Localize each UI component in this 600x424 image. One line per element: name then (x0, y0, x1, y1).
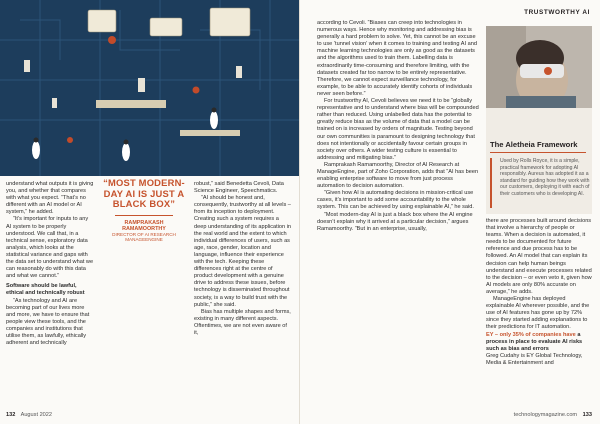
left-column-1 (6, 181, 94, 347)
left-column-3 (194, 181, 292, 337)
paragraph: “AI should be honest and, consequently, trustworthy at all levels – from its inception to deployment. Creating such a system requires a deep understanding of its application in the real world and the extent to which individual differences of users, such as age, race, gender, location and language, influence their experience with the tech. Keeping these differences right at the centre of product development with a genuine drive to address these issues, before technology is disseminated throughout society, is a way to build trust with the public,” she said. (194, 195, 292, 308)
stat-heading (486, 332, 592, 353)
paragraph: Greg Cudahy is EY Global Technology, Media & Entertainment and (486, 352, 583, 366)
right-page (300, 0, 600, 424)
person-vr-photo (486, 26, 592, 108)
paragraph: understand what outputs it is giving you, and whether that compares with what you expect. “That’s no different with an AI model or AI system,” he added. (6, 181, 94, 216)
page-number: 132 (6, 412, 16, 418)
accent-bar (490, 158, 492, 208)
right-column-1 (317, 20, 479, 233)
issue-date: August 2022 (20, 412, 53, 418)
lab-scene-illustration (0, 0, 299, 176)
stat-rest: a process in place to evaluate AI risks such as bias and errors (486, 331, 583, 352)
page-number: 133 (582, 412, 592, 418)
paragraph: robust,” said Benedetta Cevoli, Data Science Engineer, Speechmatics. (194, 181, 284, 195)
site-url: technologymagazine.com (513, 412, 578, 418)
divider (490, 152, 586, 153)
sidebar-photo (486, 26, 592, 108)
paragraph: “Given how AI is automating decisions in mission-critical use cases, it’s important to add some accountability to the whole system. This can be achieved by using explainable AI,” he said. (317, 190, 474, 211)
paragraph: “Most modern-day AI is just a black box where the AI engine doesn’t explain why it arrived at a particular decision,” argues Ramamoorthy. “But in an enterprise, usually, (317, 211, 473, 232)
left-footer (6, 412, 52, 418)
right-footer (514, 412, 592, 418)
sidebar-title: The Aletheia Framework (490, 140, 578, 149)
paragraph: Bias has multiple shapes and forms, existing in many different aspects. Oftentimes, we are not even aware of it, (194, 308, 291, 336)
paragraph: For trustworthy AI, Cevoli believes we need it to be “globally representative and to understand where bias will be compounded rather than reduced. Using unlabelled data has the potential to greatly reduce bias as the volume of data that a model can be trained on is increased by orders of magnitude. Testing beyond our own communities is paramount to designing technology that does not intentionally or accidentally favour certain groups in society over others. A wider testing culture is essential to addressing and mitigating bias.” (317, 98, 479, 161)
subheading: Software should be lawful, ethical and technically robust (6, 283, 85, 297)
paragraph: ManageEngine has deployed explainable AI wherever possible, and the use of AI features has gone up by 72% since they started adding explanations to their predictions for IT automation. (486, 296, 590, 331)
stat-highlight: EY – only 35% of companies have (486, 331, 576, 338)
paragraph: Ramprakash Ramamoorthy, Director of AI Research at ManageEngine, part of Zoho Corporation, adds that “AI has been enabling enterprise software to move from just process automation to decision automation. (317, 161, 479, 190)
pull-quote-name: RAMPRAKASH RAMAMOORTHY (122, 219, 166, 232)
sidebar-text: Used by Rolls Royce, it is a simple, practical framework for adopting AI responsibly. Aureus has adopted it as a standard for guiding how they work with our customers, deploying it with each of their customers who is developing AI. (500, 158, 590, 197)
paragraph: according to Cevoli. “Biases can creep into technologies in numerous ways. Hence why monitoring and addressing bias is generally a hard problem to solve. Yet, this cannot be an excuse to use ‘tunnel vision’ when it comes to training and testing AI and machine learning technologies are only as good as the datasets and the algorithms used to train them. Labelling data is extraordinarily time-consuming and therefore limiting, with the datasets created far too narrow to be entirely representative. Therefore, we cannot expect surveillance technology, for example, to be able to accurately identify cohorts of individuals never seen before.” (317, 20, 477, 97)
section-tag: TRUSTWORTHY AI (524, 9, 590, 16)
pull-quote (102, 178, 186, 243)
pull-quote-role: DIRECTOR OF AI RESEARCH MANAGEENGINE (112, 231, 176, 243)
right-column-2 (486, 218, 592, 367)
paragraph: “As technology and AI are becoming part of our lives more and more, we have to ensure that people view these tools, and the companies and institutions that utilise them, as lawfully, ethically adherent and technically (6, 297, 90, 347)
hero-illustration (0, 0, 299, 176)
divider (115, 215, 173, 216)
paragraph: “It’s important for inputs to any AI system to be properly understood. We call that, in a technical sense, exploratory data analysis, which looks at the statistical variance and gaps with the data set to understand what we can reasonably do with this data and what we cannot.” (6, 216, 94, 280)
paragraph: there are processes built around decisions that involve a hierarchy of people or teams. When a decision is automated, it needs to be documented for future reference and due process has to be followed. An AI model that can explain its decision can help human beings understand and execute processes related to the decision – or even veto it, given how AI models are only 80% accurate on average,” he adds. (486, 218, 592, 295)
pull-quote-text: “MOST MODERN-DAY AI IS JUST A BLACK BOX” (103, 177, 185, 210)
